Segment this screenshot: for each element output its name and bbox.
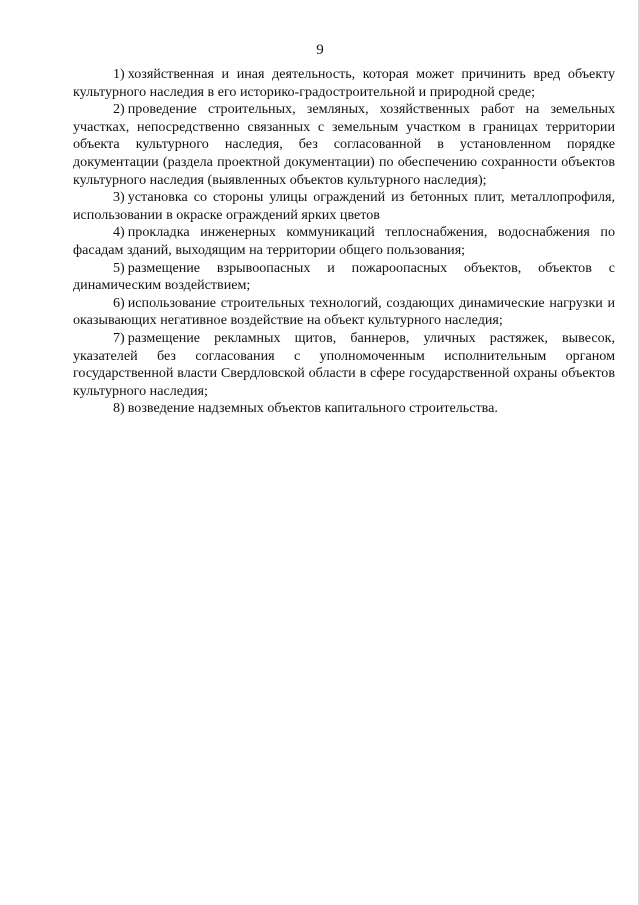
item-text: размещение взрывоопасных и пожароопасных объектов, объектов с динамическим воздействием; — [73, 259, 615, 294]
restrictions-list — [73, 66, 615, 418]
item-number: 3) — [113, 189, 125, 206]
item-number: 8) — [113, 400, 125, 417]
item-text: использование строительных технологий, создающих динамические нагрузки и оказывающих негативное воздействие на объект культурного наследия; — [73, 294, 615, 329]
item-text: возведение надземных объектов капитального строительства. — [127, 400, 498, 417]
item-text: хозяйственная и иная деятельность, которая может причинить вред объекту культурного наследия в его историко-градостроительной и природной среде; — [73, 66, 615, 100]
page-number: 9 — [316, 42, 324, 58]
item-number: 6) — [113, 294, 125, 311]
list-item — [73, 189, 615, 224]
item-text: прокладка инженерных коммуникаций теплоснабжения, водоснабжения по фасадам зданий, выходящим на территории общего пользования; — [73, 224, 615, 258]
item-number: 5) — [113, 259, 125, 276]
list-item — [73, 295, 615, 330]
item-text: установка со стороны улицы ограждений из бетонных плит, металлопрофиля, использовании в окраске ограждений ярких цветов — [73, 189, 615, 223]
item-text: размещение рекламных щитов, баннеров, уличных растяжек, вывесок, указателей без согласования с уполномоченным исполнительным органом государственной власти Свердловской области в сфере государственной охраны объектов культурного наследия; — [73, 329, 615, 399]
list-item — [73, 66, 615, 101]
item-number: 4) — [113, 224, 125, 241]
list-item — [73, 400, 615, 418]
list-item — [73, 260, 615, 295]
item-number: 7) — [113, 329, 125, 346]
list-item — [73, 330, 615, 400]
list-item — [73, 224, 615, 259]
list-item — [73, 101, 615, 189]
item-text: проведение строительных, земляных, хозяйственных работ на земельных участках, непосредственно связанных с земельным участком в границах территории объекта культурного наследия, без согласованной в установленном порядке документации (раздела проектной документации) по обеспечению сохранности объектов культурного наследия (выявленных объектов культурного наследия); — [73, 101, 615, 188]
item-number: 2) — [113, 101, 125, 118]
item-number: 1) — [113, 66, 125, 82]
